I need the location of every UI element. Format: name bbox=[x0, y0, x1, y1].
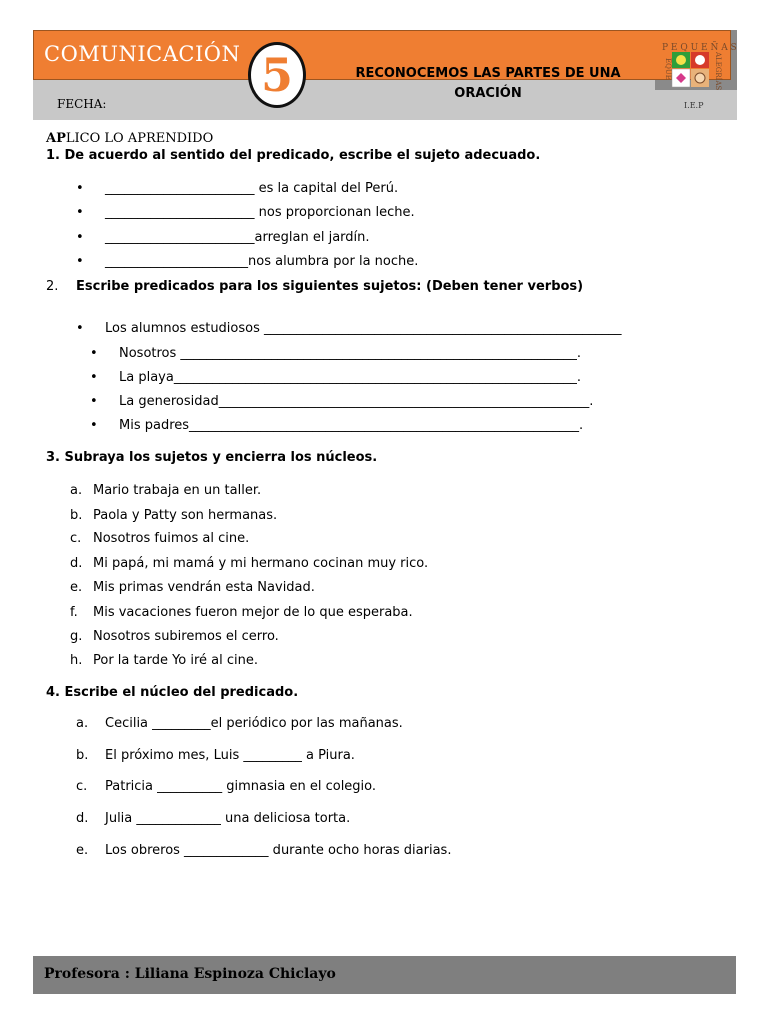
list-letter: f. bbox=[70, 605, 78, 620]
bullet-icon: • bbox=[76, 230, 84, 245]
q4-item-c: Patricia __________ gimnasia en el colegio. bbox=[105, 779, 377, 794]
worksheet-title-line2: ORACIÓN bbox=[454, 86, 522, 101]
unit-number: 5 bbox=[260, 48, 293, 102]
question-1-heading: 1. De acuerdo al sentido del predicado, escribe el sujeto adecuado. bbox=[46, 148, 541, 163]
section-intro bbox=[46, 131, 213, 146]
date-label: FECHA: bbox=[57, 97, 107, 111]
q4-item-b: El próximo mes, Luis _________ a Piura. bbox=[105, 748, 355, 763]
section-intro-bold: AP bbox=[46, 131, 66, 146]
list-letter: b. bbox=[70, 508, 83, 523]
q1-item-3: _______________________arreglan el jardín. bbox=[105, 230, 370, 245]
list-letter: e. bbox=[70, 580, 83, 595]
teacher-name: Profesora : Liliana Espinoza Chiclayo bbox=[44, 966, 336, 982]
list-letter: a. bbox=[76, 716, 89, 731]
subject-title: COMUNICACIÓN bbox=[44, 42, 241, 66]
bullet-icon: • bbox=[76, 254, 84, 269]
bullet-icon: • bbox=[76, 181, 84, 196]
section-intro-rest: LICO LO APRENDIDO bbox=[65, 131, 214, 146]
q2-item-5: Mis padres____________________________________________________________. bbox=[119, 418, 584, 433]
q1-item-1: _______________________ es la capital del Perú. bbox=[105, 181, 399, 196]
svg-text:ALEGRÍAS: ALEGRÍAS bbox=[714, 52, 722, 91]
q1-item-2: _______________________ nos proporcionan leche. bbox=[105, 205, 415, 220]
q3-item-a: Mario trabaja en un taller. bbox=[93, 483, 262, 498]
bullet-icon: • bbox=[76, 205, 84, 220]
q2-item-3: La playa______________________________________________________________. bbox=[119, 370, 581, 385]
q4-item-d: Julia _____________ una deliciosa torta. bbox=[105, 811, 351, 826]
q3-item-f: Mis vacaciones fueron mejor de lo que esperaba. bbox=[93, 605, 413, 620]
q4-item-a: Cecilia _________el periódico por las mañanas. bbox=[105, 716, 403, 731]
bullet-icon: • bbox=[76, 321, 84, 336]
q2-item-2: Nosotros _____________________________________________________________. bbox=[119, 346, 582, 361]
q2-item-4: La generosidad_________________________________________________________. bbox=[119, 394, 594, 409]
list-letter: b. bbox=[76, 748, 89, 763]
q3-item-b: Paola y Patty son hermanas. bbox=[93, 508, 278, 523]
q1-item-4: ______________________nos alumbra por la noche. bbox=[105, 254, 419, 269]
question-4-heading: 4. Escribe el núcleo del predicado. bbox=[46, 685, 299, 700]
list-letter: d. bbox=[76, 811, 89, 826]
bullet-icon: • bbox=[90, 370, 98, 385]
list-letter: h. bbox=[70, 653, 83, 668]
question-2-heading: Escribe predicados para los siguientes sujetos: (Deben tener verbos) bbox=[76, 279, 584, 294]
svg-text:EQUE: EQUE bbox=[664, 58, 672, 80]
list-letter: a. bbox=[70, 483, 83, 498]
list-letter: c. bbox=[76, 779, 88, 794]
q3-item-h: Por la tarde Yo iré al cine. bbox=[93, 653, 259, 668]
q3-item-d: Mi papá, mi mamá y mi hermano cocinan muy rico. bbox=[93, 556, 429, 571]
logo-top-letters: P E Q U E Ñ A S bbox=[662, 43, 737, 53]
q4-item-e: Los obreros _____________ durante ocho horas diarias. bbox=[105, 843, 452, 858]
bullet-icon: • bbox=[90, 346, 98, 361]
question-2-number: 2. bbox=[46, 279, 59, 294]
q3-item-e: Mis primas vendrán esta Navidad. bbox=[93, 580, 315, 595]
svg-text:I.E.P: I.E.P bbox=[684, 101, 704, 110]
q2-item-1: Los alumnos estudiosos _______________________________________________________ bbox=[105, 321, 622, 336]
list-letter: e. bbox=[76, 843, 89, 858]
list-letter: d. bbox=[70, 556, 83, 571]
bullet-icon: • bbox=[90, 394, 98, 409]
question-3-heading: 3. Subraya los sujetos y encierra los núcleos. bbox=[46, 450, 378, 465]
list-letter: c. bbox=[70, 531, 82, 546]
school-logo bbox=[660, 38, 738, 112]
worksheet-title-line1: RECONOCEMOS LAS PARTES DE UNA bbox=[355, 66, 621, 81]
q3-item-c: Nosotros fuimos al cine. bbox=[93, 531, 250, 546]
bullet-icon: • bbox=[90, 418, 98, 433]
q3-item-g: Nosotros subiremos el cerro. bbox=[93, 629, 279, 644]
list-letter: g. bbox=[70, 629, 83, 644]
